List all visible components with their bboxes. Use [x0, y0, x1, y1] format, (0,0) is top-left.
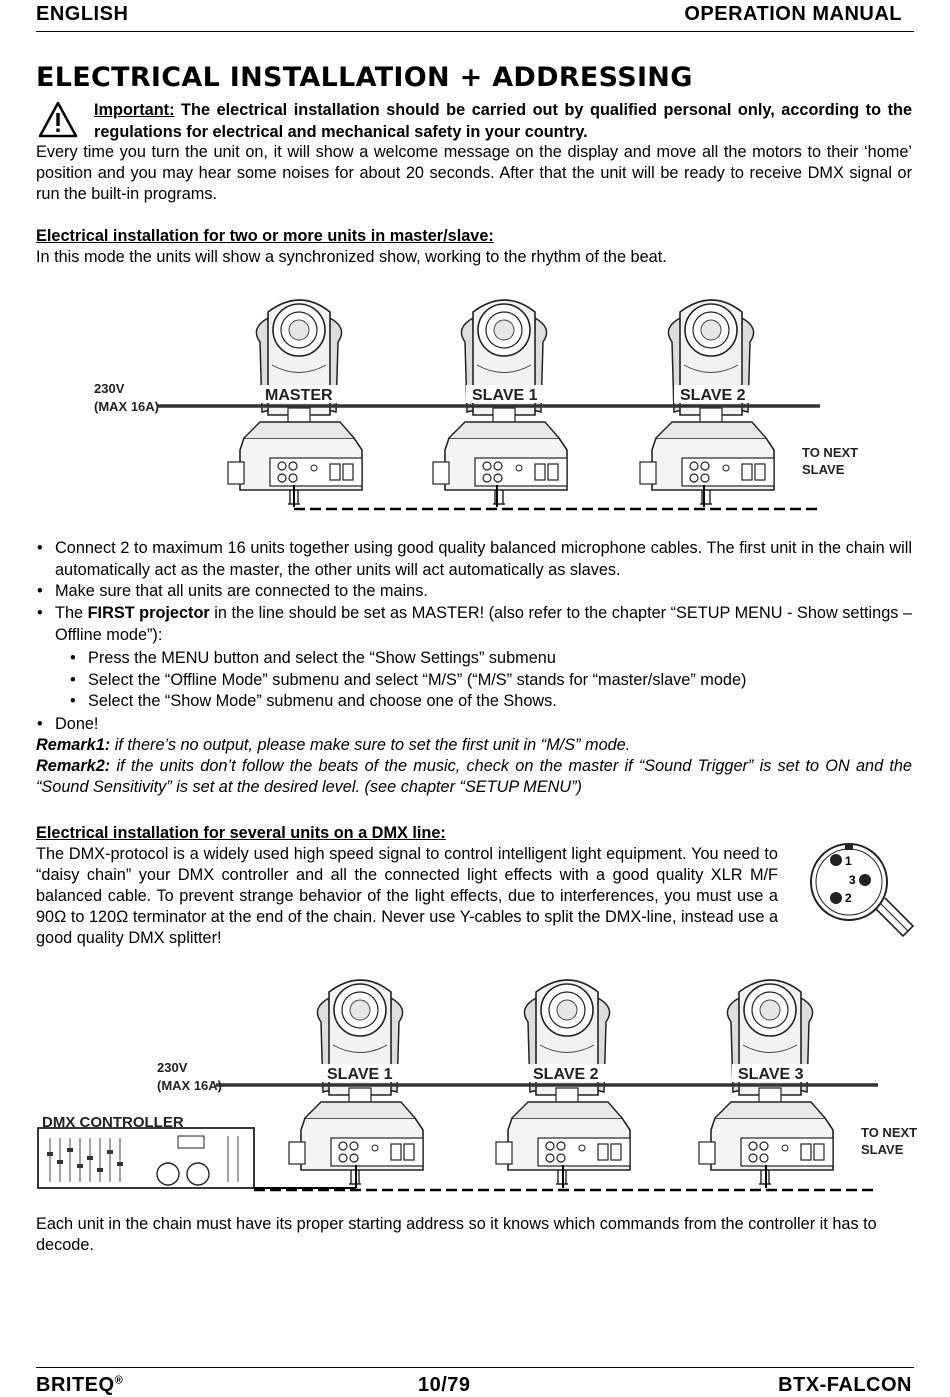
remark-2-text: if the units don’t follow the beats of the music, check on the master if “Sound Trigger” is set to ON and the “Sound Sensitivity” is set at the desired level. (see chapter “SETUP MENU”)	[36, 757, 912, 796]
list-item: • Make sure that all units are connected to the mains.	[37, 582, 428, 600]
header-rule	[36, 31, 914, 32]
important-note	[94, 99, 912, 143]
bullet-mains: Make sure that all units are connected to the mains.	[55, 582, 428, 600]
bullet-connect: Connect 2 to maximum 16 units together using good quality balanced microphone cables. The first unit in the chain will automatically act as the master, the other units will act automatically as slaves.	[55, 539, 912, 579]
xlr-pin-1: 1	[845, 854, 852, 868]
bullet-done: Done!	[55, 715, 99, 733]
diagram1-power: 230V	[94, 381, 125, 396]
remark-1	[36, 735, 912, 756]
diagram1-next-2: SLAVE	[802, 462, 845, 477]
diagram1-unit-slave1: SLAVE 1	[472, 387, 538, 404]
diagram2-unit-slave3: SLAVE 3	[738, 1066, 804, 1083]
diagram1-unit-slave2: SLAVE 2	[680, 387, 746, 404]
diagram2-power-max: (MAX 16A)	[157, 1078, 223, 1093]
master-slave-diagram	[90, 285, 859, 517]
master-slave-heading: Electrical installation for two or more units in master/slave:	[36, 227, 494, 245]
important-label: Important:	[94, 101, 175, 119]
sub-bullet-offline: Select the “Offline Mode” submenu and select “M/S” (“M/S” stands for “master/slave” mode)	[88, 671, 747, 689]
remark-2-label: Remark2:	[36, 757, 111, 775]
closing-paragraph: Each unit in the chain must have its proper starting address so it knows which commands from the controller it has to decode.	[36, 1215, 877, 1254]
diagram2-unit-slave2: SLAVE 2	[533, 1066, 599, 1083]
diagram2-next-2: SLAVE	[861, 1142, 904, 1157]
footer-page-number: 10/79	[418, 1374, 471, 1396]
xlr-pin-2: 2	[845, 891, 852, 905]
diagram1-power-max: (MAX 16A)	[94, 399, 160, 414]
list-item: • Select the “Offline Mode” submenu and select “M/S” (“M/S” stands for “master/slave” mode)	[70, 671, 747, 689]
sub-bullet-menu: Press the MENU button and select the “Show Settings” submenu	[88, 649, 556, 667]
dmx-paragraph: The DMX-protocol is a widely used high speed signal to control intelligent light equipment. You need to “daisy chain” your DMX controller and all the connected light effects with a good quality XLR M/F balanced cable. To prevent strange behavior of the light effects, due to interferences, you must use a 90Ω to 120Ω terminator at the end of the chain. Never use Y-cables to split the DMX-line, instead use a good quality DMX splitter!	[36, 845, 778, 947]
diagram2-next-1: TO NEXT	[861, 1125, 918, 1140]
diagram1-next-1: TO NEXT	[802, 445, 859, 460]
list-item: • Press the MENU button and select the “Show Settings” submenu	[70, 649, 556, 667]
list-item: • Select the “Show Mode” submenu and choose one of the Shows.	[70, 692, 557, 710]
header-right: OPERATION MANUAL	[684, 3, 902, 25]
master-slave-text: In this mode the units will show a synchronized show, working to the rhythm of the beat.	[36, 248, 667, 266]
dmx-diagram	[36, 968, 916, 1200]
warning-icon	[38, 101, 78, 138]
bullet-first-bold: FIRST projector	[87, 604, 210, 622]
remark-1-text: if there’s no output, please make sure to set the first unit in “M/S” mode.	[110, 736, 631, 754]
footer-brand	[36, 1374, 123, 1397]
xlr-pin-3: 3	[849, 873, 856, 887]
remark-2	[36, 756, 912, 798]
footer-registered: ®	[114, 1374, 124, 1387]
list-item: • Done!	[37, 715, 99, 733]
footer-rule	[36, 1367, 914, 1368]
xlr-connector-icon	[805, 838, 915, 946]
bullet-first-post: in the line should be set as MASTER! (also refer to the chapter “SETUP MENU - Show settings – Offline mode”):	[55, 604, 912, 644]
bullet-first-pre: The	[55, 604, 88, 622]
diagram2-unit-slave1: SLAVE 1	[327, 1066, 393, 1083]
intro-paragraph: Every time you turn the unit on, it will show a welcome message on the display and move all the motors to their ‘home’ position and you may hear some noises for about 20 seconds. After that the unit will be ready to receive DMX signal or run the built-in programs.	[36, 143, 912, 203]
dmx-controller-label: DMX CONTROLLER	[42, 1114, 184, 1131]
diagram1-unit-master: MASTER	[265, 387, 333, 404]
sub-bullet-show: Select the “Show Mode” submenu and choose one of the Shows.	[88, 692, 557, 710]
list-item: • The FIRST projector in the line should be set as MASTER! (also refer to the chapter “SETUP MENU - Show settings – Offline mode”):	[37, 604, 912, 644]
header-left: ENGLISH	[36, 3, 129, 25]
diagram2-power: 230V	[157, 1060, 188, 1075]
list-item: • Connect 2 to maximum 16 units together using good quality balanced microphone cables. The first unit in the chain will automatically act as the master, the other units will act automatically as slaves.	[37, 539, 912, 579]
dmx-heading: Electrical installation for several units on a DMX line:	[36, 824, 446, 842]
footer-brand-name: BRITEQ	[36, 1374, 115, 1396]
important-text: The electrical installation should be carried out by qualified personal only, according to the regulations for electrical and mechanical safety in your country.	[94, 101, 912, 141]
footer-model: BTX-FALCON	[778, 1374, 912, 1396]
remark-1-label: Remark1:	[36, 736, 111, 754]
page-title: ELECTRICAL INSTALLATION + ADDRESSING	[36, 62, 693, 93]
